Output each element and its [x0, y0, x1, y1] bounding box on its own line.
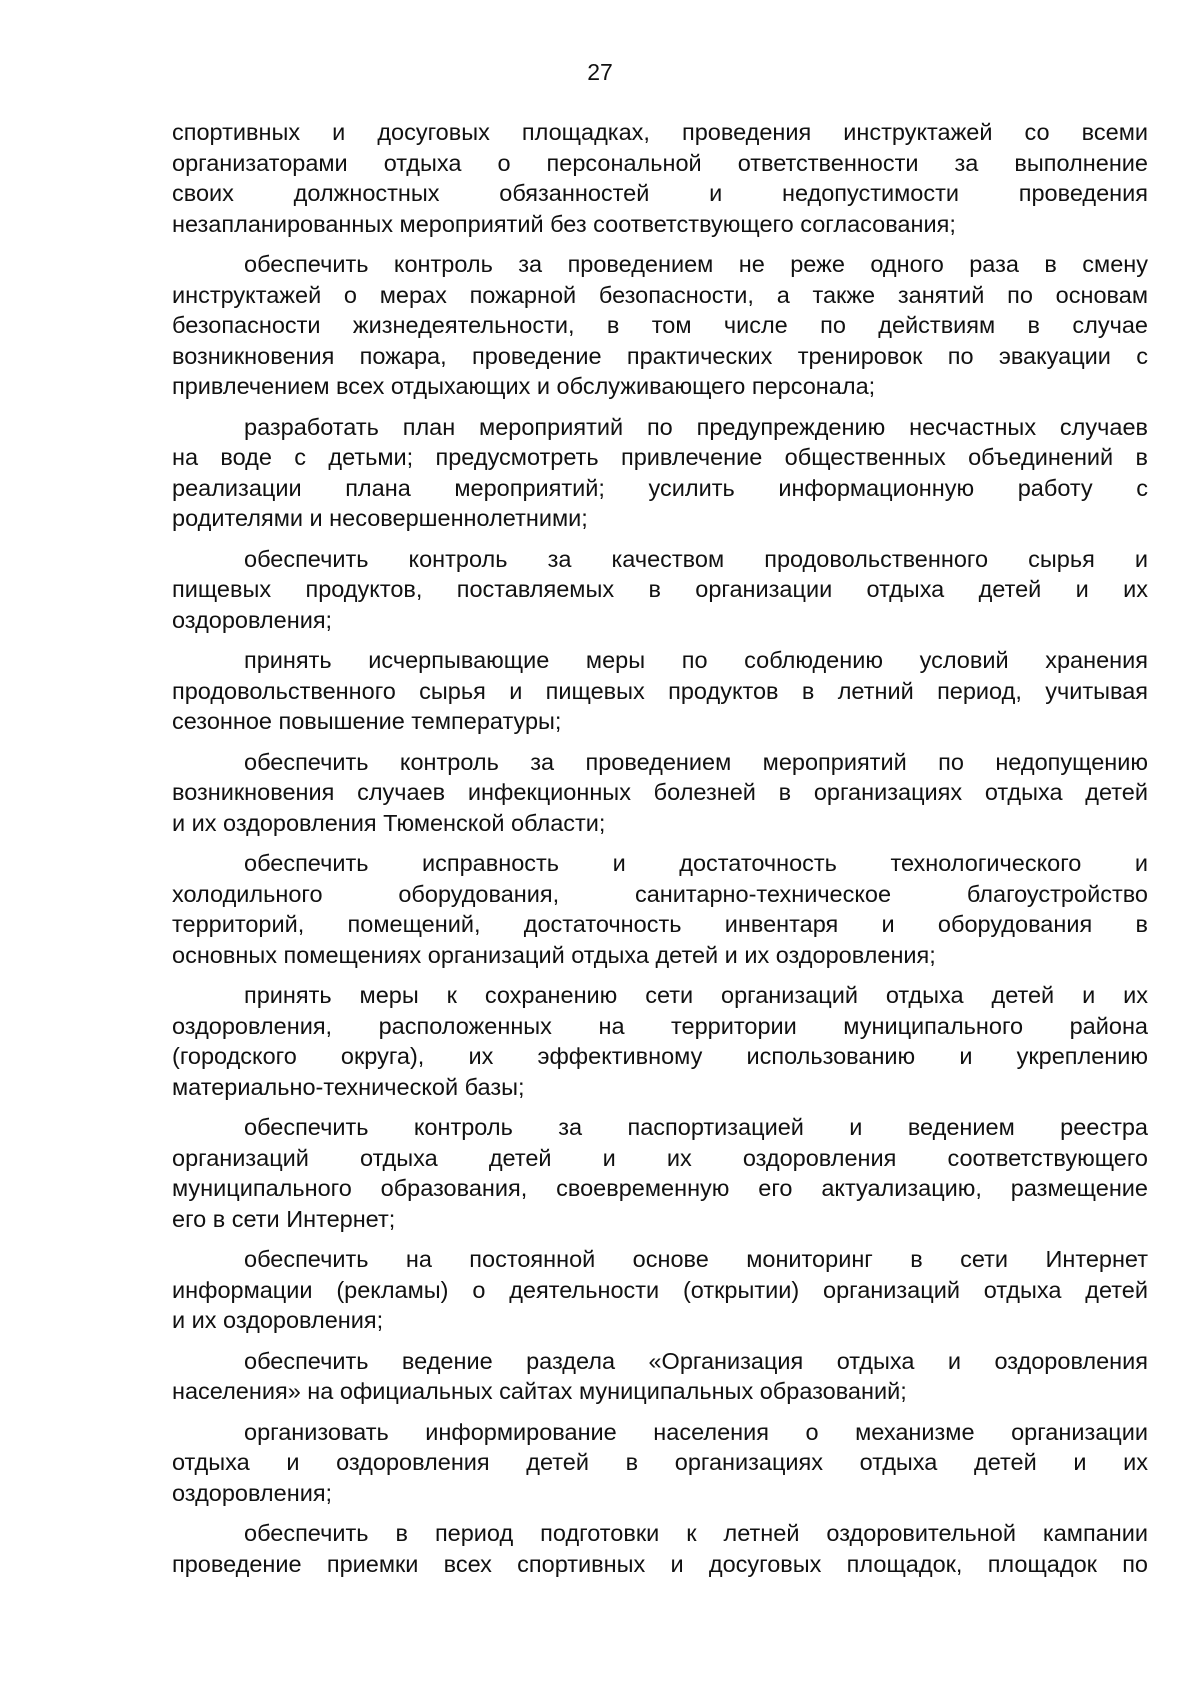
- paragraph-line: информации (рекламы) о деятельности (открытии) организаций отдыха детей: [172, 1276, 1148, 1303]
- paragraph: [172, 1346, 1148, 1407]
- paragraph-line: обеспечить контроль за качеством продовольственного сырья и: [244, 545, 1148, 572]
- paragraph: [172, 249, 1148, 402]
- paragraph-line: привлечением всех отдыхающих и обслуживающего персонала;: [172, 373, 876, 399]
- paragraph-line: материально-технической базы;: [172, 1073, 525, 1100]
- paragraph-line: обеспечить контроль за проведением мероприятий по недопущению: [244, 748, 1148, 775]
- paragraph-line: организовать информирование населения о механизме организации: [244, 1418, 1148, 1445]
- paragraph-line: оздоровления;: [172, 1479, 333, 1506]
- paragraph-line: основных помещениях организаций отдыха детей и их оздоровления;: [172, 941, 936, 968]
- paragraph-line: возникновения пожара, проведение практических тренировок по эвакуации с: [172, 342, 1148, 369]
- paragraph-line: продовольственного сырья и пищевых продуктов в летний период, учитывая: [172, 677, 1148, 704]
- paragraph-line: возникновения случаев инфекционных болезней в организациях отдыха детей: [172, 779, 1148, 805]
- paragraph: [172, 1112, 1148, 1234]
- page-number: 27: [587, 59, 613, 85]
- paragraph: [172, 544, 1148, 636]
- paragraph-line: и их оздоровления;: [172, 1307, 384, 1333]
- paragraph-line: пищевых продуктов, поставляемых в организации отдыха детей и их: [172, 576, 1148, 602]
- paragraph: [172, 1518, 1148, 1579]
- paragraph-line: обеспечить контроль за проведением не реже одного раза в смену: [244, 251, 1148, 277]
- paragraph-line: организаций отдыха детей и их оздоровления соответствующего: [172, 1144, 1148, 1171]
- paragraph-line: на воде с детьми; предусмотреть привлечение общественных объединений в: [172, 444, 1148, 470]
- paragraph: [172, 1417, 1148, 1509]
- paragraph-line: оздоровления, расположенных на территории муниципального района: [172, 1012, 1148, 1039]
- paragraph-line: безопасности жизнедеятельности, в том числе по действиям в случае: [172, 312, 1148, 338]
- paragraph-line: его в сети Интернет;: [172, 1205, 396, 1232]
- paragraph: [172, 645, 1148, 737]
- paragraph-line: обеспечить в период подготовки к летней оздоровительной кампании: [244, 1520, 1148, 1546]
- paragraph: [172, 117, 1148, 239]
- paragraph-line: обеспечить на постоянной основе мониторинг в сети Интернет: [244, 1246, 1148, 1272]
- paragraph-line: проведение приемки всех спортивных и досуговых площадок, площадок по: [172, 1550, 1148, 1577]
- paragraph-line: своих должностных обязанностей и недопустимости проведения: [172, 180, 1148, 206]
- paragraph-line: муниципального образования, своевременную его актуализацию, размещение: [172, 1175, 1148, 1201]
- document-body: [172, 117, 1148, 1589]
- paragraph-line: (городского округа), их эффективному использованию и укреплению: [172, 1043, 1148, 1069]
- paragraph-line: сезонное повышение температуры;: [172, 708, 562, 734]
- paragraph: [172, 412, 1148, 534]
- paragraph-line: инструктажей о мерах пожарной безопасности, а также занятий по основам: [172, 281, 1148, 308]
- paragraph-line: незапланированных мероприятий без соответствующего согласования;: [172, 210, 956, 237]
- paragraph: [172, 848, 1148, 970]
- paragraph-line: территорий, помещений, достаточность инвентаря и оборудования в: [172, 911, 1148, 937]
- paragraph-line: организаторами отдыха о персональной ответственности за выполнение: [172, 149, 1148, 176]
- paragraph-line: родителями и несовершеннолетними;: [172, 505, 588, 531]
- paragraph-line: разработать план мероприятий по предупреждению несчастных случаев: [244, 413, 1148, 440]
- paragraph-line: отдыха и оздоровления детей в организациях отдыха детей и их: [172, 1449, 1148, 1475]
- paragraph-line: принять исчерпывающие меры по соблюдению условий хранения: [244, 647, 1148, 673]
- paragraph-line: реализации плана мероприятий; усилить информационную работу с: [172, 474, 1148, 501]
- paragraph-line: спортивных и досуговых площадках, проведения инструктажей со всеми: [172, 119, 1148, 145]
- paragraph-line: обеспечить ведение раздела «Организация отдыха и оздоровления: [244, 1347, 1148, 1374]
- paragraph-line: населения» на официальных сайтах муниципальных образований;: [172, 1378, 907, 1404]
- paragraph: [172, 980, 1148, 1102]
- paragraph-line: обеспечить исправность и достаточность технологического и: [244, 850, 1148, 876]
- paragraph-line: холодильного оборудования, санитарно-техническое благоустройство: [172, 880, 1148, 907]
- paragraph-line: обеспечить контроль за паспортизацией и ведением реестра: [244, 1114, 1148, 1140]
- paragraph: [172, 747, 1148, 839]
- paragraph-line: принять меры к сохранению сети организаций отдыха детей и их: [244, 982, 1148, 1008]
- paragraph: [172, 1244, 1148, 1336]
- paragraph-line: оздоровления;: [172, 606, 333, 633]
- paragraph-line: и их оздоровления Тюменской области;: [172, 809, 606, 836]
